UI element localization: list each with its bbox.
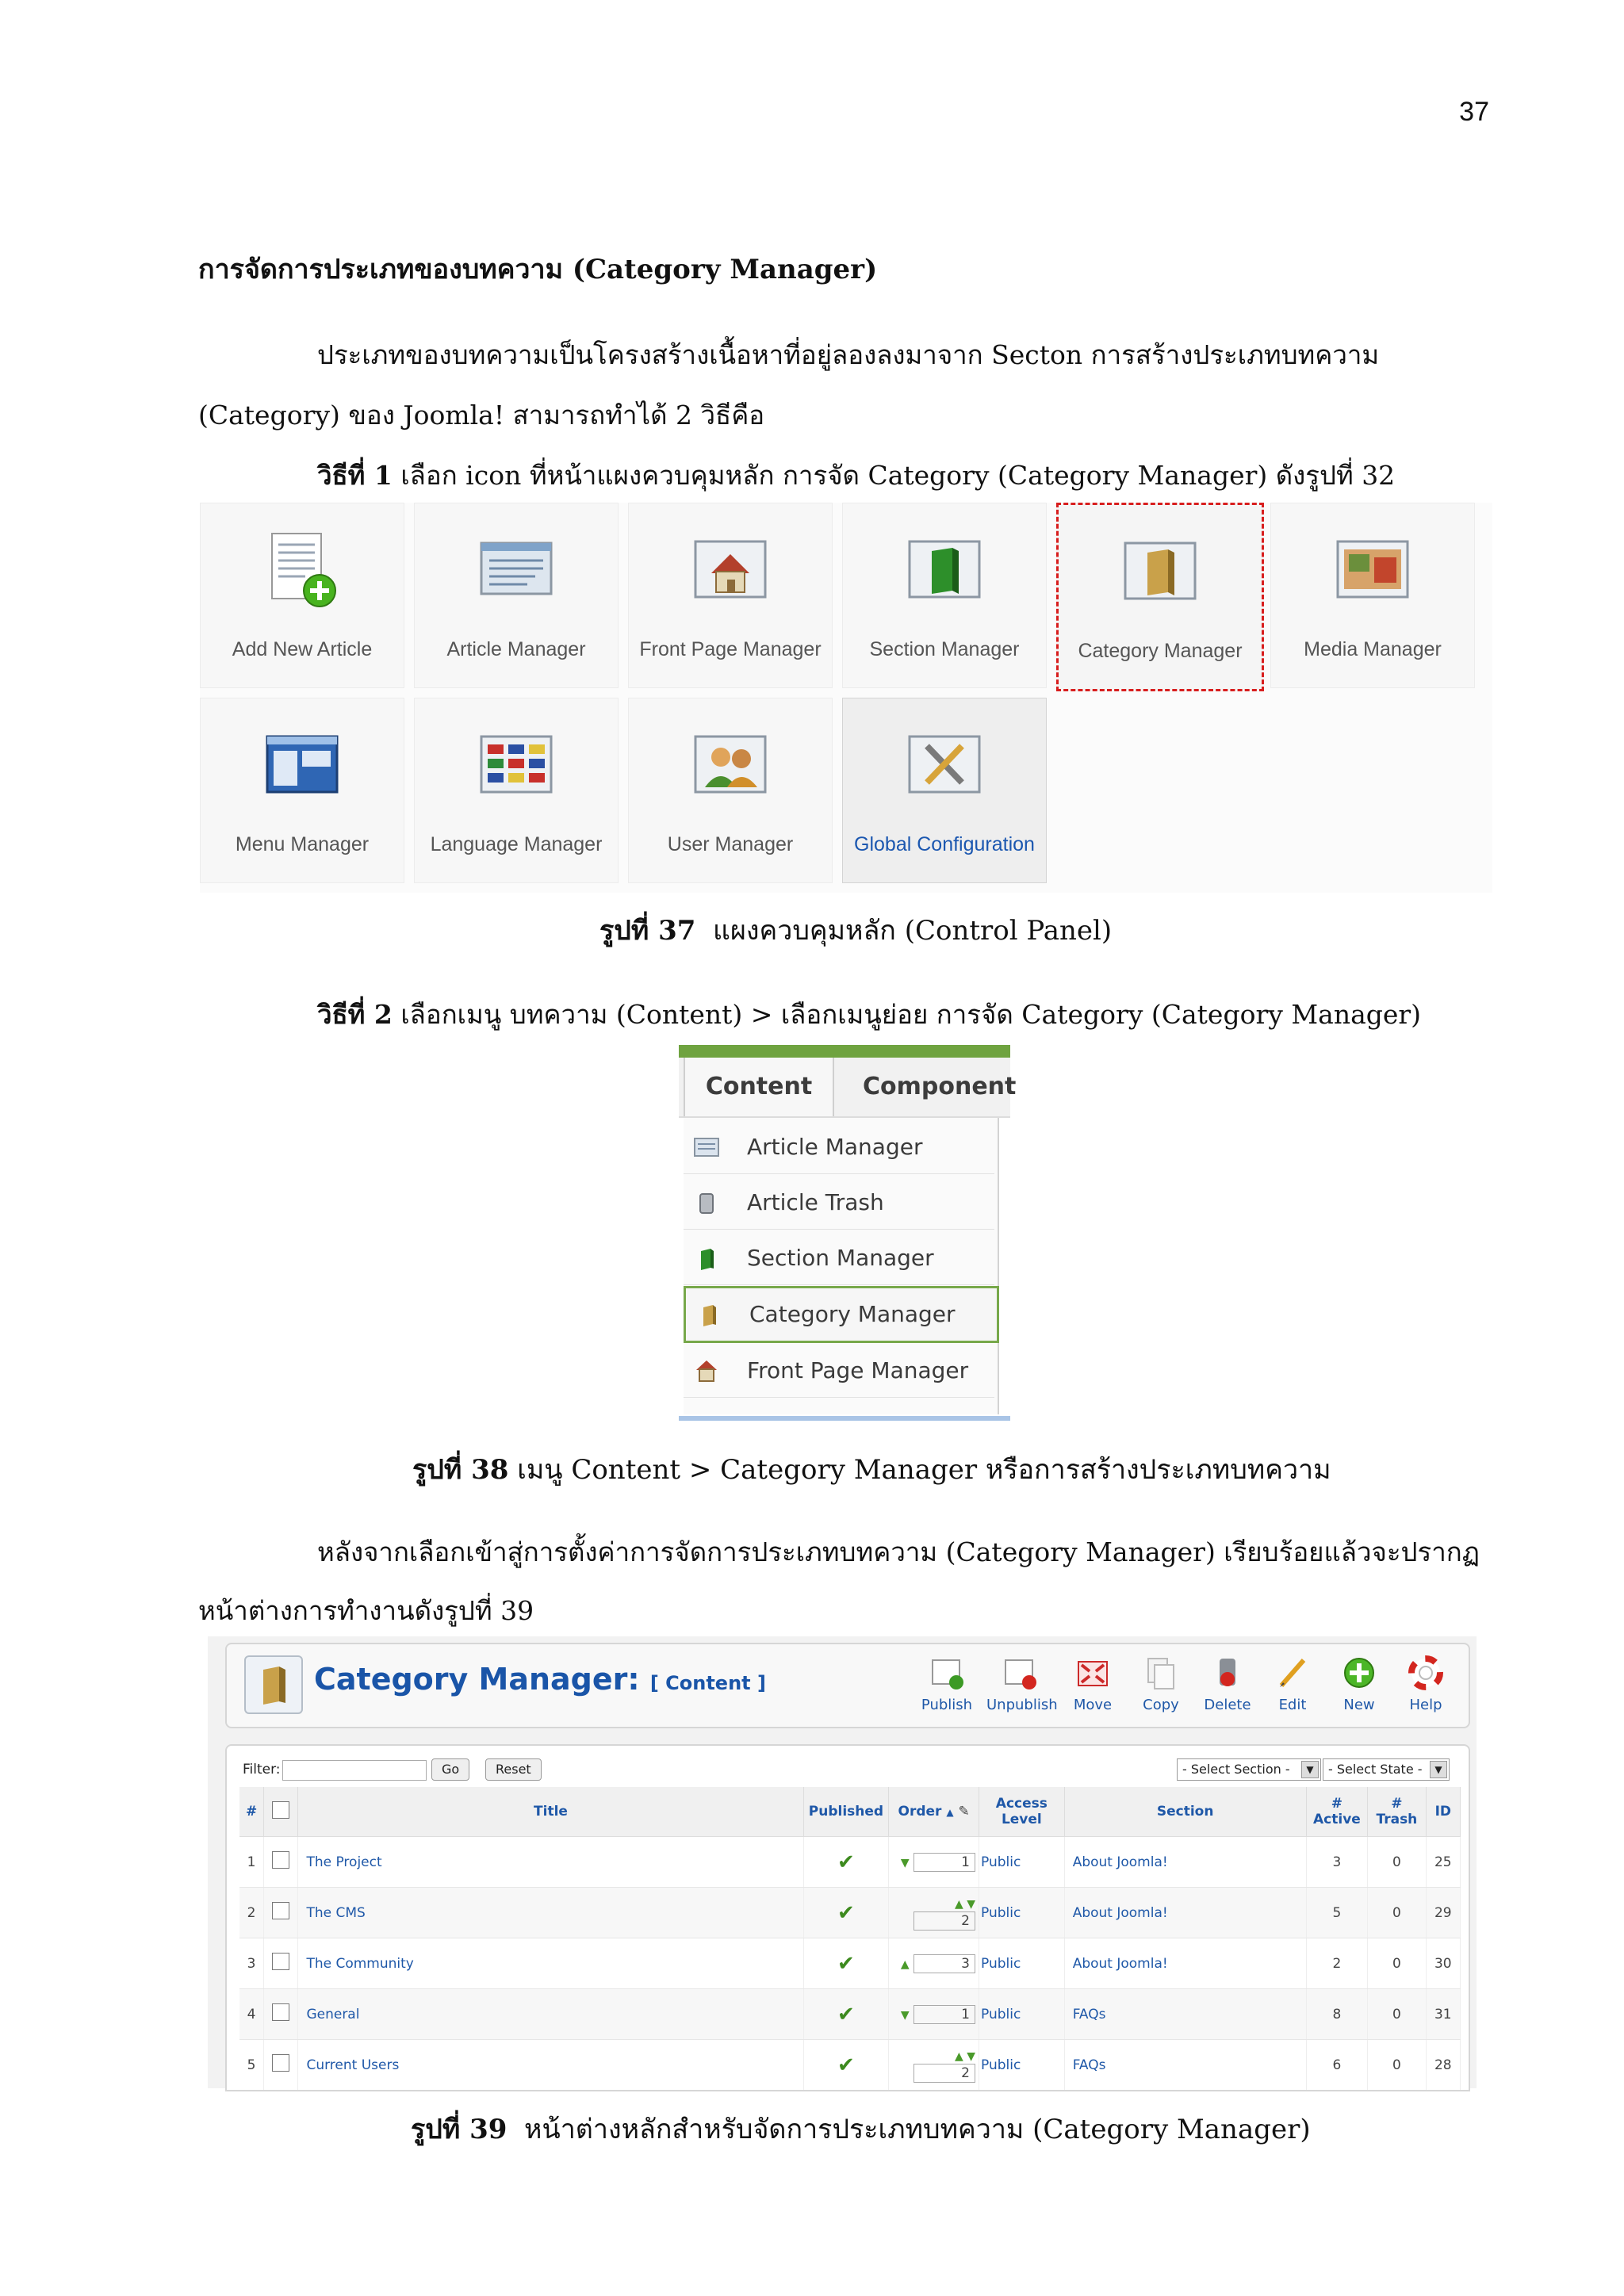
menu-bottom-bar [679,1416,1010,1421]
caption-38 [412,1448,1331,1490]
section-link[interactable]: About Joomla! [1064,1888,1306,1938]
order-arrows[interactable]: ▲ [900,1957,910,1971]
publish-icon [928,1655,966,1692]
category-title-link[interactable]: The Community [298,1938,803,1989]
home-icon [693,1357,720,1384]
new-button[interactable]: New [1326,1655,1392,1724]
tile-label: Language Manager [430,833,603,855]
menu-item-label: Article Manager [747,1134,923,1160]
help-button[interactable]: Help [1392,1655,1459,1724]
tile-label: Global Configuration [854,833,1035,855]
order-input[interactable]: 2 [914,2064,975,2083]
section-icon [900,526,989,614]
reset-button[interactable]: Reset [485,1758,542,1781]
section-select[interactable] [1177,1758,1321,1781]
category-title-link[interactable]: The CMS [298,1888,803,1938]
col-published[interactable]: Published [803,1787,889,1837]
order-input[interactable]: 1 [914,2005,975,2024]
menu-item-label: Section Manager [747,1245,934,1271]
menu-item-front-page-manager[interactable] [684,1345,994,1398]
category-title-link[interactable]: General [298,1989,803,2040]
order-input[interactable]: 1 [914,1853,975,1872]
delete-button[interactable]: Delete [1194,1655,1261,1724]
section-heading: การจัดการประเภทของบทความ (Category Manager) [198,254,878,285]
menu-item-section-manager[interactable] [684,1232,994,1285]
section-icon [693,1245,720,1272]
category-manager-tile[interactable] [1056,503,1264,691]
category-list-panel [225,1744,1470,2091]
tile-label: Add New Article [232,638,373,660]
section-link[interactable]: FAQs [1064,1989,1306,2040]
col-id[interactable]: ID [1426,1787,1460,1837]
col-trash: # Trash [1368,1787,1426,1837]
menu-item-article-trash[interactable] [684,1177,994,1230]
tile-label: Section Manager [869,638,1020,660]
row-checkbox[interactable] [272,1851,289,1869]
menu-icon [258,721,347,809]
caption-37-label: รูปที่ 37 [599,915,696,947]
menu-manager-tile[interactable] [200,698,404,883]
row-checkbox[interactable] [272,2003,289,2021]
table-row: 3 The Community ✔ ▲ 3 Public About Joomla! 2 0 30 [239,1938,1461,1989]
caption-37 [599,909,1112,951]
col-title[interactable]: Title [298,1787,803,1837]
access-link[interactable]: Public [979,2040,1065,2091]
col-order[interactable]: Order ▲ ✎ [889,1787,979,1837]
page-number: 37 [1459,97,1489,127]
access-link[interactable]: Public [979,1888,1065,1938]
tile-label: Article Manager [446,638,586,660]
caption-38-label: รูปที่ 38 [412,1454,509,1486]
edit-icon [1274,1655,1312,1692]
state-select-value: - Select State - [1328,1762,1423,1777]
section-link[interactable]: FAQs [1064,2040,1306,2091]
chevron-down-icon: ▼ [1430,1761,1447,1778]
flags-icon [472,721,561,809]
edit-button[interactable]: Edit [1259,1655,1326,1724]
menu-tabs [679,1058,1017,1118]
content-dropdown [684,1118,999,1414]
section-link[interactable]: About Joomla! [1064,1837,1306,1888]
sort-icon: ▲ [946,1807,954,1818]
tile-label: Menu Manager [235,833,370,855]
table-header-row [239,1787,1461,1837]
row-checkbox[interactable] [272,1953,289,1970]
tab-content[interactable]: Content [684,1058,834,1116]
copy-button[interactable]: Copy [1128,1655,1194,1724]
col-access[interactable]: Access Level [979,1787,1065,1837]
menu-top-bar [679,1045,1010,1058]
method-2-label: วิธีที่ 2 [317,999,393,1030]
media-manager-tile[interactable] [1270,503,1475,688]
tile-label: Front Page Manager [639,638,822,660]
add-article-icon [258,526,347,614]
col-number: # [239,1787,264,1837]
paragraph-2-line-2: หน้าต่างการทำงานดังรูปที่ 39 [198,1595,534,1626]
category-icon [1116,527,1205,616]
method-2 [317,999,1421,1031]
access-link[interactable]: Public [979,1989,1065,2040]
col-select-all[interactable] [264,1787,298,1837]
method-1-text: เลือก icon ที่หน้าแผงควบคุมหลัก การจัด Category (Category Manager) ดังรูปที่ 32 [400,460,1396,491]
article-manager-icon [472,526,561,614]
trash-icon [693,1189,720,1216]
menu-item-label: Article Trash [747,1189,884,1215]
table-row: 5 Current Users ✔ ▲ ▼ 2 Public FAQs 6 0 28 [239,2040,1461,2091]
row-checkbox[interactable] [272,1902,289,1919]
category-table [239,1787,1461,2091]
section-manager-tile[interactable] [842,503,1047,688]
category-icon [695,1301,722,1328]
caption-37-text: แผงควบคุมหลัก (Control Panel) [713,915,1113,947]
filter-label: Filter: [243,1762,281,1777]
tile-label: Media Manager [1304,638,1442,660]
category-title-link[interactable]: Current Users [298,2040,803,2091]
paragraph-1-line-1: ประเภทของบทความเป็นโครงสร้างเนื้อหาที่อยู่ลองลงมาจาก Secton การสร้างประเภทบทความ [317,339,1380,370]
language-manager-tile[interactable] [414,698,619,883]
go-button[interactable]: Go [431,1758,469,1781]
table-row: 1 The Project ✔ ▼ 1 Public About Joomla! 3 0 25 [239,1837,1461,1888]
menu-item-category-manager[interactable] [684,1286,999,1343]
order-arrows[interactable]: ▲ ▼ [955,1897,975,1911]
category-icon [244,1655,303,1714]
row-checkbox[interactable] [272,2054,289,2072]
order-arrows[interactable]: ▲ ▼ [955,2049,975,2063]
caption-39-label: รูปที่ 39 [411,2114,508,2145]
category-manager-figure [208,1636,1477,2088]
access-link[interactable]: Public [979,1938,1065,1989]
caption-38-text: เมนู Content > Category Manager หรือการสร้างประเภทบทความ [517,1454,1331,1486]
method-1 [317,460,1395,492]
published-check-icon[interactable]: ✔ [837,2002,855,2026]
page-title-text: Category Manager: [314,1662,640,1697]
table-row: 4 General ✔ ▼ 1 Public FAQs 8 0 31 [239,1989,1461,2040]
add-new-article-tile[interactable] [200,503,404,688]
table-row: 2 The CMS ✔ ▲ ▼ 2 Public About Joomla! 5 0 29 [239,1888,1461,1938]
control-panel-figure [200,503,1492,893]
order-arrows[interactable]: ▼ [900,1856,910,1869]
delete-icon [1208,1655,1247,1692]
menu-item-article-manager[interactable] [684,1121,994,1174]
article-manager-tile[interactable] [414,503,619,688]
copy-icon [1142,1655,1180,1692]
media-icon [1328,526,1417,614]
front-page-manager-tile[interactable] [628,503,833,688]
order-input[interactable]: 2 [914,1911,975,1931]
published-check-icon[interactable]: ✔ [837,1900,855,1925]
method-1-label: วิธีที่ 1 [317,460,393,491]
published-check-icon[interactable]: ✔ [837,2053,855,2077]
unpublish-button[interactable]: Unpublish [986,1655,1053,1724]
chevron-down-icon: ▼ [1301,1761,1319,1778]
order-input[interactable]: 3 [914,1954,975,1973]
tab-component[interactable]: Component [863,1073,1017,1100]
page-title [314,1662,766,1697]
page-subtitle: [ Content ] [649,1672,766,1694]
state-select[interactable] [1323,1758,1450,1781]
filter-input[interactable] [282,1760,427,1781]
order-arrows[interactable]: ▼ [900,2008,910,2022]
category-title-link[interactable]: The Project [298,1837,803,1888]
menu-item-label: Category Manager [749,1301,956,1327]
paragraph-1-line-2: (Category) ของ Joomla! สามารถทำได้ 2 วิธีคือ [198,400,765,430]
tile-label: User Manager [667,833,794,855]
menu-item-label: Front Page Manager [747,1357,969,1383]
article-icon [693,1134,720,1161]
section-select-value: - Select Section - [1182,1762,1290,1777]
move-button[interactable]: Move [1059,1655,1126,1724]
col-section[interactable]: Section [1064,1787,1306,1837]
users-icon [686,721,775,809]
paragraph-2-line-1: หลังจากเลือกเข้าสู่การตั้งค่าการจัดการประเภทบทความ (Category Manager) เรียบร้อยแล้วจะปรากฏ [317,1536,1480,1567]
published-check-icon[interactable]: ✔ [837,1951,855,1976]
published-check-icon[interactable]: ✔ [837,1850,855,1874]
caption-39 [411,2107,1311,2150]
add-icon [1340,1655,1378,1692]
select-all-checkbox[interactable] [272,1801,289,1819]
tile-label: Category Manager [1078,640,1243,662]
method-2-text: เลือกเมนู บทความ (Content) > เลือกเมนูย่อย การจัด Category (Category Manager) [400,999,1422,1030]
access-link[interactable]: Public [979,1837,1065,1888]
content-menu-figure [679,1045,1017,1421]
section-link[interactable]: About Joomla! [1064,1938,1306,1989]
move-icon [1074,1655,1112,1692]
toolbar [225,1643,1470,1728]
global-configuration-tile[interactable] [842,698,1047,883]
home-icon [686,526,775,614]
publish-button[interactable]: Publish [914,1655,980,1724]
caption-39-text: หน้าต่างหลักสำหรับจัดการประเภทบทความ (Category Manager) [524,2114,1311,2145]
user-manager-tile[interactable] [628,698,833,883]
tools-icon [900,721,989,809]
save-order-icon[interactable]: ✎ [958,1804,970,1820]
lifebuoy-icon [1407,1655,1445,1692]
unpublish-icon [1001,1655,1039,1692]
col-active: # Active [1306,1787,1368,1837]
